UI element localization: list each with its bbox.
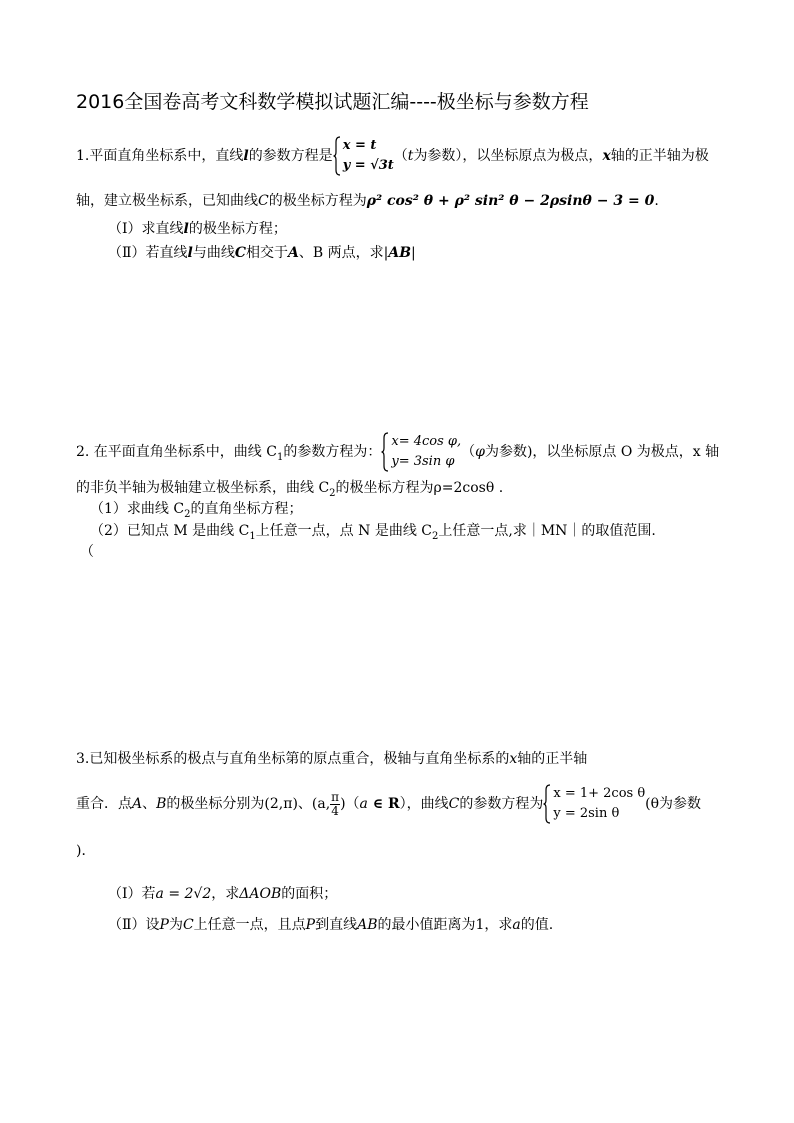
left-brace-icon xyxy=(543,784,551,824)
q1-text: 为参数），以坐标原点为极点， xyxy=(413,148,603,164)
q1-text: . xyxy=(654,193,659,209)
q3-part1: （Ⅰ）若a = 2√2，求ΔAOB的面积； xyxy=(108,886,338,902)
q1-text: （ xyxy=(393,148,408,164)
q3-line1: 3.已知极坐标系的极点与直角坐标第的原点重合，极轴与直角坐标系的x轴的正半轴 xyxy=(76,751,588,767)
q1-system-row2: y = √3t xyxy=(342,158,394,173)
q3-line3: )． xyxy=(76,843,96,859)
q1-line1 xyxy=(76,136,709,176)
q3-part2: （Ⅱ）设P为C上任意一点，且点P到直线AB的最小值距离为1，求a的值. xyxy=(108,917,554,933)
q2-param-system xyxy=(381,432,461,472)
q1-var-l: l xyxy=(243,148,249,164)
q2-line2: 的非负半轴为极轴建立极坐标系，曲线 $C_2$的极坐标方程为ρ=2cosθ . xyxy=(76,480,504,499)
q1-var-c: C xyxy=(258,193,269,209)
q2-part1: （1）求曲线 $C_2$的直角坐标方程； xyxy=(90,501,303,520)
q1-part2: （Ⅱ）若直线l与曲线C相交于A、B 两点，求|AB| xyxy=(108,245,416,261)
q3-line2: 重合．点A、B的极坐标分别为(2,π)、(a, $\frac{\pi}{4}$ )（a ∈ R），曲线C的参数方程为 x = 1+ 2cos θ y = 2sin θ (θ为参数 xyxy=(76,784,701,824)
q1-text: 轴，建立极坐标系，已知曲线 xyxy=(76,193,258,209)
q1-text: 的参数方程是 xyxy=(248,148,333,164)
q1-polar-equation: ρ² cos² θ + ρ² sin² θ − 2ρsinθ − 3 = 0 xyxy=(366,193,655,209)
page-title: 2016全国卷高考文科数学模拟试题汇编----极坐标与参数方程 xyxy=(76,91,589,113)
q2-system-row2: y= 3sin φ xyxy=(391,454,455,469)
q1-part1: （Ⅰ）求直线l的极坐标方程； xyxy=(108,221,287,237)
q1-var-x: x xyxy=(602,148,611,164)
q2-system-row1: x= 4cos φ, xyxy=(391,434,462,449)
left-brace-icon xyxy=(381,432,389,472)
q3-system-row1: x = 1+ 2cos θ xyxy=(553,786,646,801)
q2-part2: （2）已知点 M 是曲线 $C_1$上任意一点，点 N 是曲线 $C_2$上任意一点,求｜MN｜的取值范围. xyxy=(90,523,656,542)
q1-text: 的极坐标方程为 xyxy=(268,193,367,209)
left-brace-icon xyxy=(333,136,341,176)
q1-text: 轴的正半轴为极 xyxy=(610,148,709,164)
q1-var-t: t xyxy=(407,148,414,164)
q3-param-system xyxy=(543,784,645,824)
q2-line1: 2. 在平面直角坐标系中，曲线 $C_1$的参数方程为： x= 4cos φ, y= 3sin φ （φ为参数)，以坐标原点 O 为极点，x 轴 xyxy=(76,432,719,472)
pi-over-4-fraction: $\frac{\pi}{4}$ xyxy=(331,789,340,818)
q1-line2 xyxy=(76,192,659,210)
q2-stray-paren: （ xyxy=(80,544,94,560)
q3-coord-a: (2,π) xyxy=(264,796,298,812)
q1-text: 1.平面直角坐标系中，直线 xyxy=(76,148,244,164)
q1-system-row1: x = t xyxy=(342,138,377,153)
q3-system-row2: y = 2sin θ xyxy=(553,806,620,821)
q3-coord-b: (a, $\frac{\pi}{4}$ ) xyxy=(311,789,346,818)
q1-param-system xyxy=(333,136,394,176)
